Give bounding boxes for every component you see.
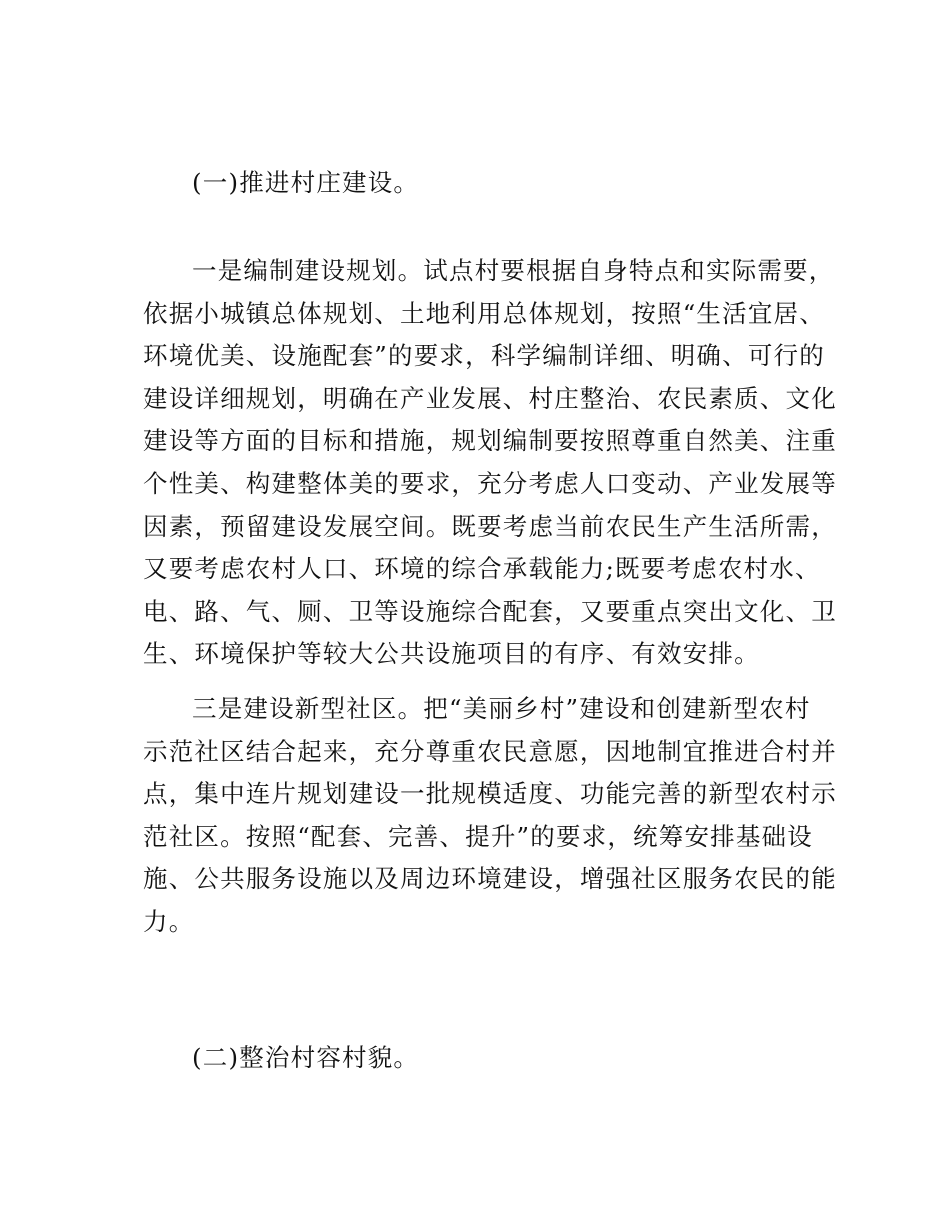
paragraph-community: [143, 688, 837, 944]
paragraph-line: 因素，预留建设发展空间。既要考虑当前农民生产生活所需，: [143, 511, 837, 541]
paragraph-line: 环境优美、设施配套”的要求，科学编制详细、明确、可行的: [143, 341, 825, 371]
paragraph-line: 点，集中连片规划建设一批规模适度、功能完善的新型农村示: [143, 779, 837, 809]
paragraph-line: 又要考虑农村人口、环境的综合承载能力;既要考虑农村水、: [143, 554, 821, 584]
paragraph-line: 电、路、气、厕、卫等设施综合配套，又要重点突出文化、卫: [143, 596, 837, 626]
paragraph-line: 示范社区结合起来，充分尊重农民意愿，因地制宜推进合村并: [143, 736, 837, 766]
paragraph-planning: [143, 250, 837, 676]
paragraph-line: 生、环境保护等较大公共设施项目的有序、有效安排。: [143, 639, 760, 669]
paragraph-line: 建设详细规划，明确在产业发展、村庄整治、农民素质、文化: [143, 383, 837, 413]
paragraph-line: 范社区。按照“配套、完善、提升”的要求，统筹安排基础设: [143, 821, 813, 851]
section-heading-2: (二)整治村容村貌。: [192, 1043, 420, 1072]
paragraph-line: 个性美、构建整体美的要求，充分考虑人口变动、产业发展等: [143, 468, 837, 498]
paragraph-line: 力。: [143, 906, 195, 936]
paragraph-line: 施、公共服务设施以及周边环境建设，增强社区服务农民的能: [143, 864, 837, 894]
paragraph-line: 建设等方面的目标和措施，规划编制要按照尊重自然美、注重: [143, 426, 837, 456]
paragraph-line: 一是编制建设规划。试点村要根据自身特点和实际需要，: [192, 256, 835, 285]
paragraph-line: 三是建设新型社区。把“美丽乡村”建设和创建新型农村: [192, 694, 811, 723]
paragraph-line: 依据小城镇总体规划、土地利用总体规划，按照“生活宜居、: [143, 298, 825, 328]
section-heading-1: (一)推进村庄建设。: [192, 168, 420, 197]
